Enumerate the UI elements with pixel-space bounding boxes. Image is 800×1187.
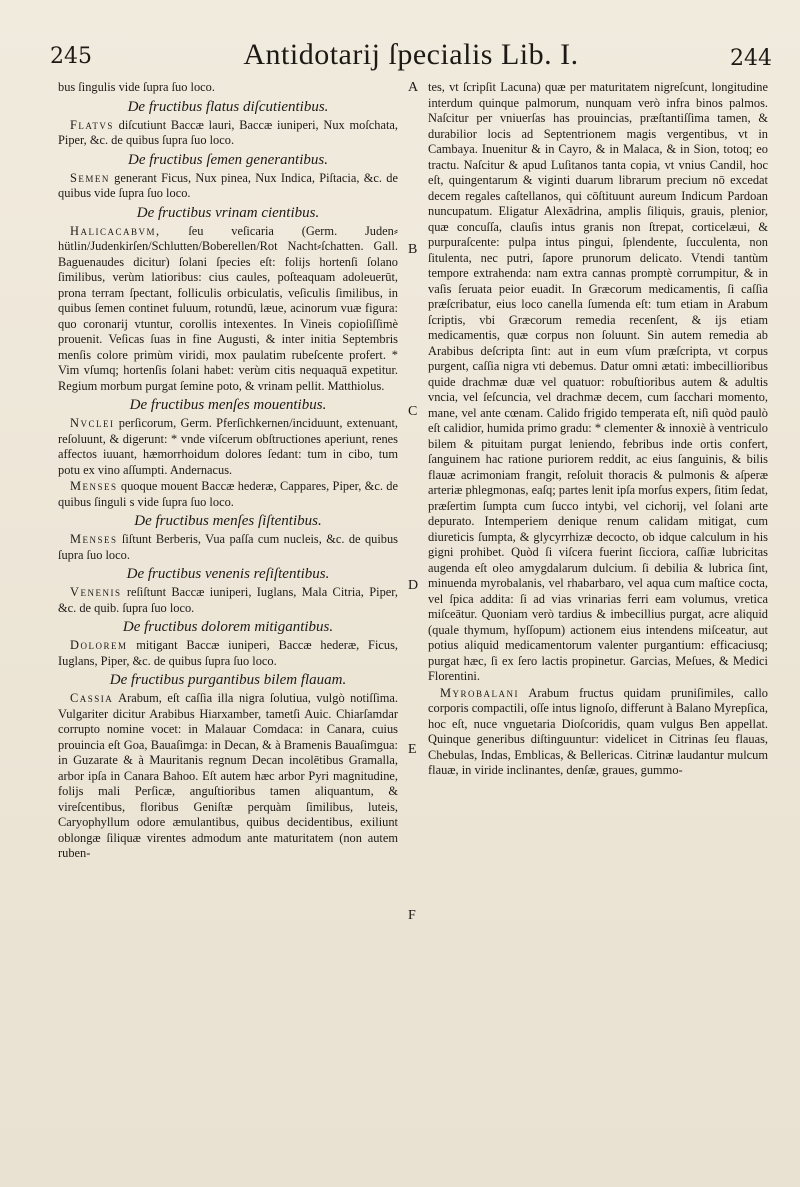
section-heading: De fructibus flatus diſcutientibus. (127, 98, 329, 115)
lead-word: Semen (70, 170, 110, 185)
paragraph-text: mitigant Baccæ iuniperi, Baccæ hederæ, Ficus, Iuglans, Piper, &c. de quibus ſupra ſuo loco. (58, 638, 398, 668)
paragraph (58, 585, 398, 616)
margin-letter-a: A (408, 80, 419, 95)
paragraph-text: Arabum, eſt caſſia illa nigra ſolutiua, vulgò notiſſima. Vulgariter dicitur Arabibus Hiarxamber, tametſi Auic. Chiarſamdar corrupto nomine vocet: in Malauar Comdaca: in Canara, cuius prouincia eſt Goa, Bauaſimga: in Decan, & à Bramenis Bauaſimgua: in Guzarate & à Mauritanis regnum Decan incolētibus Gramalla, arbor ipſa in Canara Bahoo. Eſt autem hæc arbor Pyri magnitudine, folijs mali Perſicæ, anguſtioribus tamen aliquantum, & vireſcentibus, floribus Geniſtæ perquàm ſimilibus, luteis, Caryophyllum odore æmulantibus, quibus decidentibus, exiliunt oblongæ ſiliquæ virentes admodum ante maturitatem (non autem ruben- (58, 691, 398, 860)
section-heading: De fructibus vrinam cientibus. (136, 204, 320, 221)
page-header (50, 38, 772, 78)
paragraph (428, 686, 768, 779)
paragraph-text: bus ſingulis vide ſupra ſuo loco. (58, 80, 215, 94)
right-column (428, 80, 768, 780)
lead-word: Menses (70, 532, 118, 546)
page-number-left: 245 (50, 44, 92, 69)
paragraph (58, 691, 398, 862)
paragraph (58, 416, 398, 478)
lead-word: Flatvs (70, 117, 114, 132)
paragraph (428, 80, 768, 685)
margin-letter-d: D (408, 578, 419, 593)
paragraph (58, 171, 398, 202)
section-heading: De fructibus purgantibus bilem flauam. (109, 672, 347, 688)
lead-word: Nvclei (70, 416, 115, 430)
lead-word: Dolorem (70, 638, 128, 652)
paragraph (58, 80, 398, 96)
lead-word: Myrobalani (440, 685, 520, 700)
page-number-right: 244 (730, 46, 772, 71)
margin-letter-f: F (408, 908, 416, 923)
paragraph-text: Arabum fructus quidam pruniſimiles, callo corporis compactili, oſſe intus lignoſo, differunt à Balano Myrepſica, hoc eſt, nuce vnguetaria Dioſcoridis, quam vulgus Ben appellat. Quinque generibus diſtinguuntur: videlicet in Citrinas ſeu flauas, Chebulas, Indas, Emblicas, & Bellericas. Citrinæ laudantur mulcum flauæ, in viride inclinantes, denſæ, graues, gummo- (428, 685, 768, 777)
paragraph-text: ſiſtunt Berberis, Vua paſſa cum nucleis, &c. de quibus ſupra ſuo loco. (58, 532, 398, 562)
margin-letter-e: E (408, 742, 417, 757)
lead-word: Halicacabvm, (70, 223, 161, 238)
section-heading: De fructibus menſes ſiſtentibus. (134, 513, 322, 529)
lead-word: Menses (70, 479, 118, 493)
lead-word: Venenis (70, 585, 122, 599)
paragraph (58, 118, 398, 149)
paragraph-text: reſiſtunt Baccæ iuniperi, Iuglans, Mala Citria, Piper, &c. de quib. ſupra ſuo loco. (58, 585, 398, 615)
paragraph-text: generant Ficus, Nux pinea, Nux Indica, Piſtacia, &c. de quibus vide ſupra ſuo loco. (58, 170, 398, 200)
lead-word: Cassia (70, 691, 114, 705)
paragraph (58, 479, 398, 510)
paragraph-text: quoque mouent Baccæ hederæ, Cappares, Piper, &c. de quibus ſinguli s vide ſupra ſuo loco. (58, 479, 398, 509)
paragraph-text: ſeu veſicaria (Germ. Juden⸗hütlin/Judenkirſen/Schlutten/Boberellen/Rot Nacht⸗ſchatten. Gall. Baguenaudes dicitur) ſolani ſpecies eſt: folijs hortenſi ſolano ſimilibus, verùm latioribus: cius caules, poſteaquam adoleuerūt, prona terram ſpectant, folliculis orbiculatis, veſiculis ſimilibus, in quibus ſemen continet fuluum, rotundū, læue, acinorum vuæ figura: quo coronarij vtuntur, corollis intexentes. In Vineis copioſiſſimè prouenit. Veſicas ſuas in fine Augusti, & inter initia Septembris menſis colore primùm viridi, mox paulatim rubeſcente profert. * Vim vſumq; hortenſis ſolani habet: verùm citis nequaquā expetitur. Regium morbum purgat ſemine poto, & vrinam pellit. Matthiolus. (58, 223, 398, 393)
paragraph-text: diſcutiunt Baccæ lauri, Baccæ iuniperi, Nux moſchata, Piper, &c. de quibus ſupra ſuo loco. (58, 117, 398, 147)
margin-letter-c: C (408, 404, 418, 419)
paragraph-text: perſicorum, Germ. Pferſichkernen/inciduunt, extenuant, reſoluunt, & digerunt: * vnde viſcerum obſtructiones aperiunt, renes affectos iuuant, hæmorrhoidum dolores ſedant: tum in cibo, tum potu ex vino aſſumpti. Andernacus. (58, 416, 398, 477)
section-heading: De fructibus ſemen generantibus. (128, 151, 328, 168)
section-heading: De fructibus dolorem mitigantibus. (122, 619, 334, 635)
left-column (58, 80, 398, 863)
paragraph (58, 224, 398, 395)
section-heading: De fructibus venenis reſiſtentibus. (126, 566, 330, 582)
paragraph-text: tes, vt ſcripſit Lacuna) quæ per maturitatem nigreſcunt, longitudine interdum quinque palmorum, nunquam verò infra binos palmos. Naſcitur per vniuerſas has prouincias, præſtantiſſima tamen, & durabilior locis ad Septentrionem magis vergentibus, vt in Cambaya. Inuenitur & in Cayro, & in Malaca, & in Sion, totoq; eo tractu. Naſcitur & apud Luſitanos tanta copia, vt vnius Candil, hoc eſt, quingentarum & viginti duarum librarum precium nō excedat decem regales caſtellanos, qui cōſtituunt aureum Indicum Pardoan nuncupatum. Eligatur Alexādrina, amplis ſiliquis, grauis, plenior, quæ concuſſa, clauſis intus granis non ſtrepat, corticelæui, & purpuraſcente: pulpa intus pingui, ſplendente, ſucculenta, non ſitulenta, nec putri, ſapore prunorum delicato. Vtendi tantùm tempore extrahenda: nam extra cannas promptè corrumpitur, & in vaſis ſeruata peior euadit. In Græcorum medicamentis, ſi caſſia præſcribatur, eius loco canella ſumenda eſt: tum etiam in Arabum ſcriptis, vbi Græcorum remedia recenſent, & ijs etiam medicamentis, quæ corpus non ſoluunt. Sin autem remedia ab Arabibus deſcripta ſint: aut in eum vſum præſcripta, vt corpus purgent, caſſia nigra vti debemus. Datur omni ætati: imbecillioribus quide drachmæ duæ vel quatuor: robuſtioribus autem & adultis vncia, vel ſeſcuncia, vel drachmæ decem, cum ſacchari momento, mane, vel ante cœnam. Calido frigido temperata eſt, niſi quòd paulò eſt calidior, humida primo gradu: * clementer & innoxiè à ventriculo bilem & pituitam purgat leniendo, febribus inde ortis confert, ſanguinem hac ratione puriorem reddit, ac eius ſanguinis, & bilis flauæ acrimoniam frangit, reſoluit thoracis & pulmonis & aſperæ arteriæ phlegmonas, eaſq; partes lenit ipſa morſus expers, ſitim ſedat, præſertim ſumpta cum ſucco intybi, vel cichorij, vel ſolani arte depurato. Intemperiem denique renum calidam mitigat, cum diureticis ſumpta, & glycyrrhizæ decocto, ob idque calculum in his gigni prohibet. Quòd ſi viſcera fuerint ſicciora, caſſiæ lubricitas augenda eſt oleo amygdalarum dulcium. ſi debilia & lubrica ſint, minuenda myrobalanis, vel rhabarbaro, vel aqua cum maſtice cocta, vel ſpica addita: ſi ad vias vrinarias ferri eam volumus, vretica miſceātur. Quoniam verò tardius & imbecillius purgat, acre aliquid (quale thymum, hyſſopum) actionem eius intendens miſceatur, aut potius aliquid medicamentorum valenter purgantium: efficaciusq; purgat hæc, ſi ex ſero lactis propinetur. Garcias, Meſues, & Medici Florentini. (428, 80, 768, 683)
section-heading: De fructibus menſes mouentibus. (129, 397, 327, 413)
running-title: Antidotarij ſpecialis Lib. I. (243, 38, 579, 71)
margin-letter-b: B (408, 242, 418, 257)
paragraph (58, 638, 398, 669)
paragraph (58, 532, 398, 563)
